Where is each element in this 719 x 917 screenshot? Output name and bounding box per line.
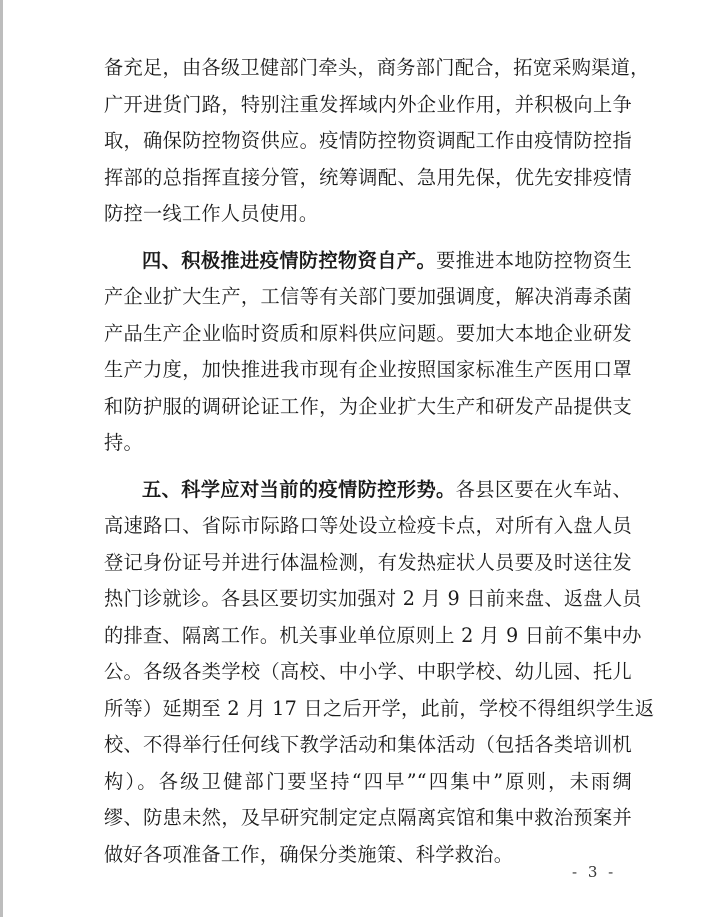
page-number: - 3 -: [572, 863, 617, 881]
section-heading-5: 五、科学应对当前的疫情防控形势。: [142, 477, 456, 501]
text-line: 挥部的总指挥直接分管，统筹调配、急用先保，优先安排疫情: [104, 165, 632, 189]
text-line: 登记身份证号并进行体温检测，有发热症状人员要及时送往发: [104, 550, 632, 574]
paragraph-2: [104, 243, 632, 462]
text-line: 做好各项准备工作，确保分类施策、科学救治。: [104, 842, 514, 866]
text-line: 公。各级各类学校（高校、中小学、中职学校、幼儿园、托儿: [104, 660, 632, 683]
text-line: 缪、防患未然，及早研究制定定点隔离宾馆和集中救治预案并: [104, 806, 632, 829]
text-line: 生产力度，加快推进我市现有企业按照国家标准生产医用口罩: [104, 358, 632, 381]
document-body: [104, 50, 655, 883]
text-line: 取，确保防控物资供应。疫情防控物资调配工作由疫情防控指: [104, 129, 632, 152]
section-heading-4: 四、积极推进疫情防控物资自产。: [142, 248, 437, 272]
text-line: 热门诊就诊。各县区要切实加强对 2 月 9 日前来盘、返盘人员: [104, 587, 642, 610]
text-line: 产品生产企业临时资质和原料供应问题。要加大本地企业研发: [104, 321, 632, 345]
text-line: 高速路口、省际市际路口等处设立检疫卡点，对所有入盘人员: [104, 514, 632, 537]
paragraph-first-line: [104, 243, 632, 280]
text-line: 备充足，由各级卫健部门牵头，商务部门配合，拓宽采购渠道，: [104, 56, 650, 79]
text-line: 广开进货门路，特别注重发挥域内外企业作用，并积极向上争: [104, 92, 632, 116]
text-line: 校、不得举行任何线下教学活动和集体活动（包括各类培训机: [104, 733, 632, 756]
text-line: 的排查、隔离工作。机关事业单位原则上 2 月 9 日前不集中办: [104, 623, 642, 647]
paragraph-1: [104, 50, 650, 233]
paragraph-3: [104, 472, 655, 874]
text-run: 要推进本地防控物资生: [436, 248, 633, 272]
text-line: 构）。各级卫健部门要坚持“四早”“四集中”原则，未雨绸: [104, 769, 632, 793]
text-line: 产企业扩大生产，工信等有关部门要加强调度，解决消毒杀菌: [104, 285, 632, 308]
text-line: 持。: [104, 431, 143, 454]
page-left-edge: [0, 0, 3, 917]
text-line: 所等）延期至 2 月 17 日之后开学，此前，学校不得组织学生返: [104, 696, 655, 720]
paragraph-first-line: [104, 472, 632, 509]
text-line: 防控一线工作人员使用。: [104, 202, 319, 225]
text-run: 各县区要在火车站、: [455, 477, 632, 501]
text-line: 和防护服的调研论证工作，为企业扩大生产和研发产品提供支: [104, 394, 632, 418]
